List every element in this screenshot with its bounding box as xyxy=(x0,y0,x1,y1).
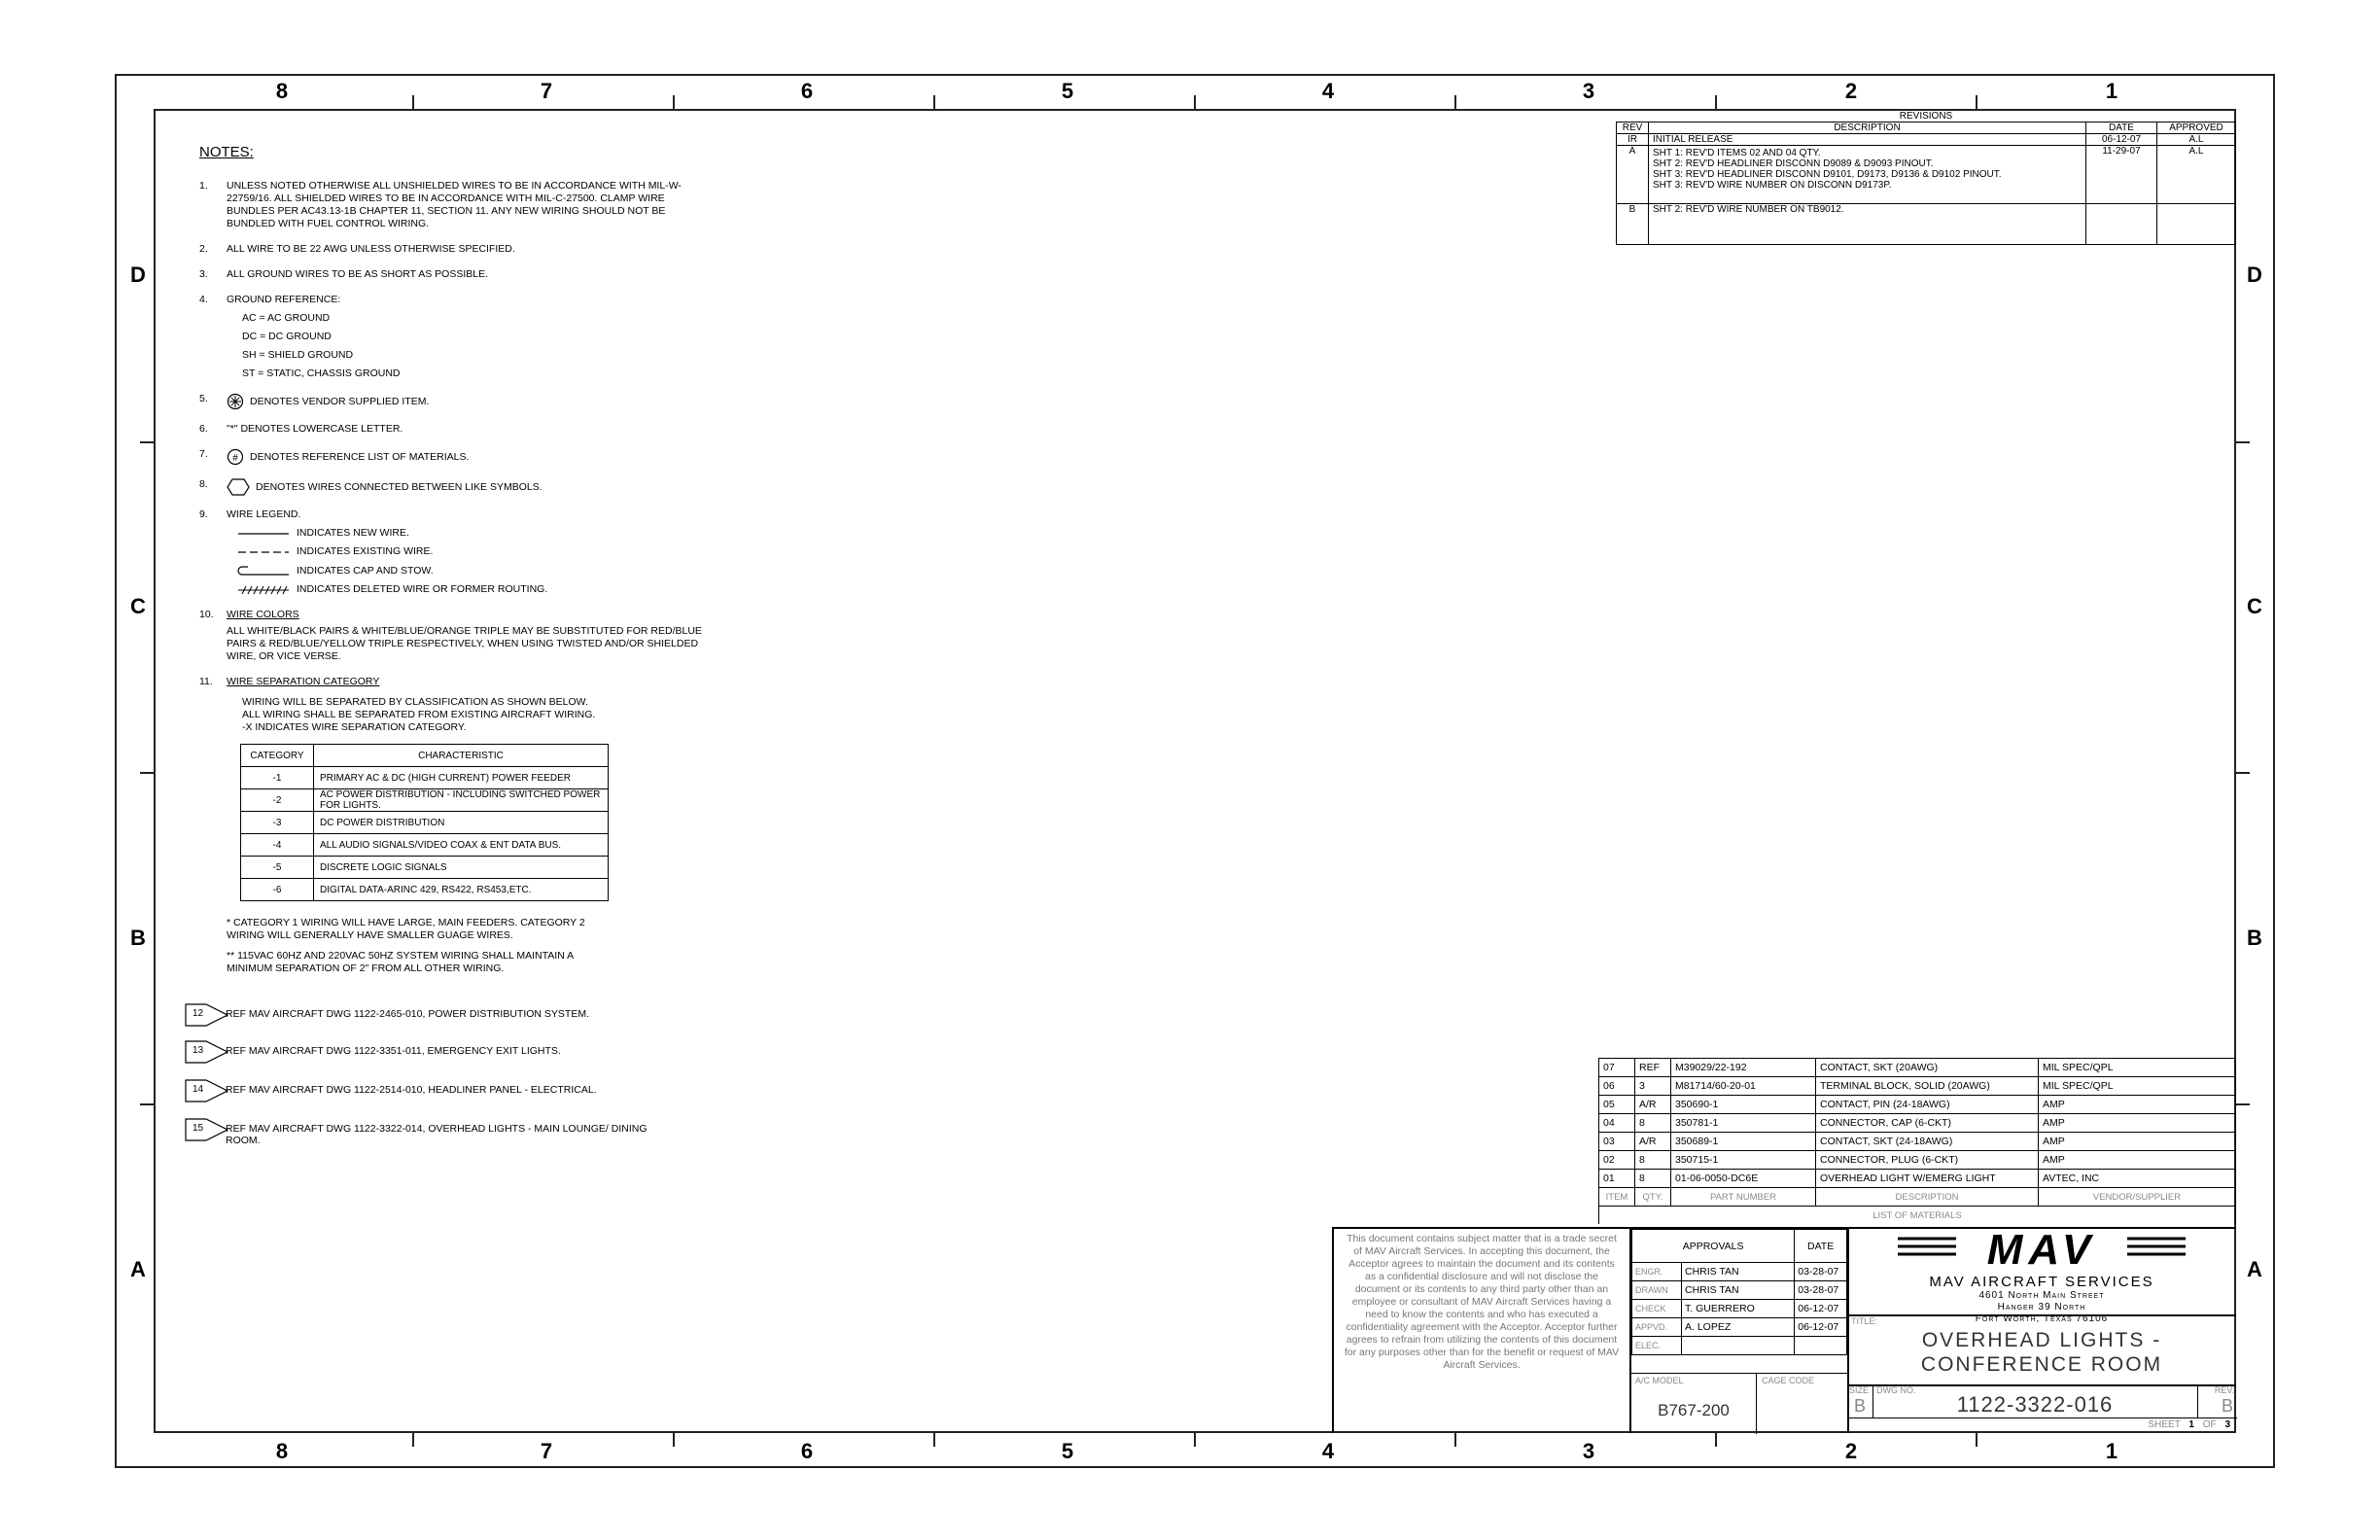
note-number: 3. xyxy=(199,268,208,280)
zone-tick xyxy=(2236,441,2250,443)
ground-ref: SH = SHIELD GROUND xyxy=(242,349,354,361)
table-cell: 01 xyxy=(1599,1170,1635,1188)
table-cell: A xyxy=(1617,146,1649,204)
table-cell: IR xyxy=(1617,134,1649,146)
flag-note-icon xyxy=(185,1079,233,1102)
table-cell: CONTACT, SKT (24-18AWG) xyxy=(1816,1133,2039,1151)
approval-name: CHRIS TAN xyxy=(1682,1281,1795,1300)
table-cell: CONNECTOR, PLUG (6-CKT) xyxy=(1816,1151,2039,1170)
approval-name: CHRIS TAN xyxy=(1682,1263,1795,1281)
approval-name: A. LOPEZ xyxy=(1682,1318,1795,1337)
table-header: CATEGORY xyxy=(241,745,314,767)
table-header: QTY. xyxy=(1635,1188,1671,1207)
table-cell: CONTACT, PIN (24-18AWG) xyxy=(1816,1096,2039,1114)
table-cell: 350781-1 xyxy=(1671,1114,1816,1133)
flag-number: 15 xyxy=(192,1123,204,1134)
table-row xyxy=(1617,134,2236,146)
table-row xyxy=(1599,1059,2236,1077)
legend-text: INDICATES CAP AND STOW. xyxy=(297,564,434,577)
table-cell: DIGITAL DATA-ARINC 429, RS422, RS453,ETC. xyxy=(314,879,609,901)
table-row xyxy=(241,767,609,789)
zone-row-label: A xyxy=(130,1257,146,1281)
flag-number: 12 xyxy=(192,1008,204,1019)
table-cell: 07 xyxy=(1599,1059,1635,1077)
table-header: PART NUMBER xyxy=(1671,1188,1816,1207)
note-number: 6. xyxy=(199,423,208,435)
table-cell: 01-06-0050-DC6E xyxy=(1671,1170,1816,1188)
company-name: MAV AIRCRAFT SERVICES xyxy=(1929,1274,2154,1290)
zone-tick xyxy=(673,1433,675,1447)
table-header-row xyxy=(1599,1188,2236,1207)
ground-ref: DC = DC GROUND xyxy=(242,331,332,342)
reference-note xyxy=(185,1003,589,1027)
table-row xyxy=(1599,1077,2236,1096)
separation-text: WIRING WILL BE SEPARATED BY CLASSIFICATION AS SHOWN BELOW. xyxy=(242,696,588,708)
table-cell: 03 xyxy=(1599,1133,1635,1151)
note-text: ALL WIRE TO BE 22 AWG UNLESS OTHERWISE SPECIFIED. xyxy=(227,243,515,255)
table-cell: MIL SPEC/QPL xyxy=(2039,1077,2236,1096)
zone-tick xyxy=(2236,772,2250,774)
note-text: ALL GROUND WIRES TO BE AS SHORT AS POSSIBLE. xyxy=(227,268,489,280)
reference-text: REF MAV AIRCRAFT DWG 1122-3351-011, EMERGENCY EXIT LIGHTS. xyxy=(226,1045,561,1057)
zone-tick xyxy=(1976,95,1978,109)
drawing-title-block xyxy=(1847,1314,2236,1386)
drawing-number: 1122-3322-016 xyxy=(1956,1392,2114,1417)
zone-column-label: 8 xyxy=(275,1439,289,1463)
zone-column-label: 6 xyxy=(800,79,814,103)
table-cell: SHT 2: REV'D WIRE NUMBER ON TB9012. xyxy=(1649,204,2086,245)
table-cell: AMP xyxy=(2039,1151,2236,1170)
sheet-label: SHEET xyxy=(2148,1419,2181,1430)
table-row xyxy=(1599,1151,2236,1170)
table-cell: -3 xyxy=(241,812,314,834)
reference-note xyxy=(185,1079,597,1102)
table-cell: DC POWER DISTRIBUTION xyxy=(314,812,609,834)
zone-column-label: 1 xyxy=(2105,1439,2118,1463)
flag-number: 14 xyxy=(192,1084,204,1095)
svg-text:#: # xyxy=(232,453,238,464)
table-cell: PRIMARY AC & DC (HIGH CURRENT) POWER FEEDER xyxy=(314,767,609,789)
table-cell: 05 xyxy=(1599,1096,1635,1114)
table-cell: A.L xyxy=(2157,134,2236,146)
note-text: UNLESS NOTED OTHERWISE ALL UNSHIELDED WIRES TO BE IN ACCORDANCE WITH MIL-W-22759/16. ALL SHIELDED WIRES TO BE IN ACCORDANCE WITH MIL-C-27500. CLAMP WIRE BUNDLES PER AC43.13-1B CHAPTER 11, SECTION 11. ANY NEW WIRING SHOULD NOT BE BUNDLED WITH FUEL CONTROL WIRING. xyxy=(227,180,682,229)
table-cell: CONNECTOR, CAP (6-CKT) xyxy=(1816,1114,2039,1133)
table-cell: MIL SPEC/QPL xyxy=(2039,1059,2236,1077)
zone-row-label: B xyxy=(2247,926,2262,950)
drawing-title: CONFERENCE ROOM xyxy=(1920,1353,2163,1376)
note-number: 4. xyxy=(199,294,208,305)
table-cell: 8 xyxy=(1635,1114,1671,1133)
note-item xyxy=(199,423,705,436)
zone-tick xyxy=(1715,95,1717,109)
note-item xyxy=(199,268,705,281)
ground-ref: ST = STATIC, CHASSIS GROUND xyxy=(242,368,401,379)
approval-row xyxy=(1632,1263,1847,1281)
zone-column-label: 5 xyxy=(1061,1439,1074,1463)
approval-role: DRAWN xyxy=(1632,1281,1682,1300)
date-label: DATE xyxy=(1795,1230,1847,1263)
zone-tick xyxy=(1976,1433,1978,1447)
separation-text: -X INDICATES WIRE SEPARATION CATEGORY. xyxy=(242,721,467,733)
table-cell: ALL AUDIO SIGNALS/VIDEO COAX & ENT DATA BUS. xyxy=(314,834,609,857)
approval-row xyxy=(1632,1337,1847,1355)
company-logo: MAV xyxy=(1986,1226,2097,1274)
zone-tick xyxy=(1715,1433,1717,1447)
note-number: 8. xyxy=(199,478,208,490)
legend-text: INDICATES NEW WIRE. xyxy=(297,527,409,539)
flag-note-icon xyxy=(185,1003,233,1027)
zone-column-label: 4 xyxy=(1321,79,1335,103)
ac-model-value: B767-200 xyxy=(1658,1401,1730,1419)
table-cell: M81714/60-20-01 xyxy=(1671,1077,1816,1096)
proprietary-notice: This document contains subject matter that is a trade secret of MAV Aircraft Services. In accepting this document, the Acceptor agrees to maintain the document and its contents as a confidential disclosure and will not disclose the document or its contents to any third party other than an employee or consultant of MAV Aircraft Services having a need to know the contents and who has executed a confidentiality agreement with the Acceptor. Acceptor further agrees to refrain from utilizing the contents of this document for any purposes other than for the benefit or request of MAV Aircraft Services. xyxy=(1334,1229,1631,1433)
table-row xyxy=(1599,1133,2236,1151)
zone-column-label: 1 xyxy=(2105,79,2118,103)
note-number: 10. xyxy=(199,609,214,620)
footnote: ** 115VAC 60HZ AND 220VAC 50HZ SYSTEM WIRING SHALL MAINTAIN A MINIMUM SEPARATION OF 2" FROM ALL OTHER WIRING. xyxy=(227,950,574,974)
table-cell: -4 xyxy=(241,834,314,857)
table-cell: REF xyxy=(1635,1059,1671,1077)
table-cell: DISCRETE LOGIC SIGNALS xyxy=(314,857,609,879)
wire-colors-text: ALL WHITE/BLACK PAIRS & WHITE/BLUE/ORANGE TRIPLE MAY BE SUBSTITUTED FOR RED/BLUE PAIRS & RED/BLUE/YELLOW TRIPLE RESPECTIVELY, WHEN USING TWISTED AND/OR SHIELDED WIRE, OR VICE VERSE. xyxy=(227,625,702,662)
table-header: DESCRIPTION xyxy=(1816,1188,2039,1207)
note-text: DENOTES WIRES CONNECTED BETWEEN LIKE SYMBOLS. xyxy=(256,480,542,493)
sheet-number: 1 xyxy=(2188,1419,2194,1430)
table-cell: A.L xyxy=(2157,146,2236,204)
table-cell: 04 xyxy=(1599,1114,1635,1133)
table-header: CHARACTERISTIC xyxy=(314,745,609,767)
note-heading: WIRE SEPARATION CATEGORY xyxy=(227,676,380,687)
size-value: B xyxy=(1853,1396,1866,1416)
cage-code-label: CAGE CODE xyxy=(1762,1376,1815,1385)
approval-role: ENGR. xyxy=(1632,1263,1682,1281)
new-wire-symbol xyxy=(236,529,291,539)
table-row xyxy=(1617,146,2236,204)
table-cell: 350715-1 xyxy=(1671,1151,1816,1170)
zone-tick xyxy=(1454,1433,1456,1447)
approval-date: 06-12-07 xyxy=(1795,1300,1847,1318)
table-cell: 350690-1 xyxy=(1671,1096,1816,1114)
zone-column-label: 3 xyxy=(1582,1439,1595,1463)
table-cell: -6 xyxy=(241,879,314,901)
note-text: "*" DENOTES LOWERCASE LETTER. xyxy=(227,423,403,435)
note-item xyxy=(199,393,705,410)
zone-row-label: C xyxy=(2247,594,2262,618)
company-address: Fort Worth, Texas 76106 xyxy=(1975,1313,2109,1324)
note-item xyxy=(199,478,705,496)
legend-text: INDICATES DELETED WIRE OR FORMER ROUTING. xyxy=(297,583,548,595)
legend-row xyxy=(236,583,705,596)
zone-row-label: D xyxy=(2247,262,2262,287)
note-item xyxy=(199,243,705,256)
zone-tick xyxy=(140,441,154,443)
zone-column-label: 3 xyxy=(1582,79,1595,103)
zone-row-label: C xyxy=(130,594,146,618)
table-cell: A/R xyxy=(1635,1133,1671,1151)
table-header: APPROVED xyxy=(2157,122,2236,134)
list-of-materials-table xyxy=(1598,1058,2236,1224)
table-cell: 06 xyxy=(1599,1077,1635,1096)
approval-role: APPVD. xyxy=(1632,1318,1682,1337)
table-header: REV xyxy=(1617,122,1649,134)
sheet-total: 3 xyxy=(2224,1419,2230,1430)
revisions-table xyxy=(1616,111,2236,245)
table-row xyxy=(1599,1096,2236,1114)
note-heading: WIRE COLORS xyxy=(227,609,299,620)
approval-row xyxy=(1632,1300,1847,1318)
reference-note xyxy=(185,1040,561,1064)
table-cell: 3 xyxy=(1635,1077,1671,1096)
table-cell: 8 xyxy=(1635,1151,1671,1170)
approval-row xyxy=(1632,1318,1847,1337)
zone-row-label: D xyxy=(130,262,146,287)
separation-text: ALL WIRING SHALL BE SEPARATED FROM EXISTING AIRCRAFT WIRING. xyxy=(242,709,596,720)
hexagon-connector-icon xyxy=(227,478,250,496)
approval-date: 06-12-07 xyxy=(1795,1318,1847,1337)
legend-text: INDICATES EXISTING WIRE. xyxy=(297,545,434,557)
table-cell: OVERHEAD LIGHT W/EMERG LIGHT xyxy=(1816,1170,2039,1188)
table-cell: AMP xyxy=(2039,1114,2236,1133)
table-row xyxy=(241,857,609,879)
cap-stow-symbol xyxy=(236,564,291,578)
drawing-number-block xyxy=(1847,1384,2236,1433)
footnote: * CATEGORY 1 WIRING WILL HAVE LARGE, MAIN FEEDERS. CATEGORY 2 WIRING WILL GENERALLY HAVE SMALLER GUAGE WIRES. xyxy=(227,917,585,941)
flag-note-icon xyxy=(185,1040,233,1064)
table-row xyxy=(241,789,609,812)
ground-ref: AC = AC GROUND xyxy=(242,312,331,324)
legend-row xyxy=(236,564,705,578)
revisions-title: REVISIONS xyxy=(1617,111,2236,122)
approval-role: CHECK xyxy=(1632,1300,1682,1318)
zone-column-label: 7 xyxy=(540,79,553,103)
note-item xyxy=(199,676,705,975)
table-header: DATE xyxy=(2086,122,2157,134)
approvals-label: APPROVALS xyxy=(1632,1230,1795,1263)
flag-note-icon xyxy=(185,1118,233,1141)
zone-tick xyxy=(412,1433,414,1447)
table-cell xyxy=(2086,204,2157,245)
table-header: ITEM xyxy=(1599,1188,1635,1207)
table-cell: B xyxy=(1617,204,1649,245)
zone-column-label: 6 xyxy=(800,1439,814,1463)
reference-text: REF MAV AIRCRAFT DWG 1122-2465-010, POWER DISTRIBUTION SYSTEM. xyxy=(226,1008,589,1020)
flag-number: 13 xyxy=(192,1045,204,1056)
note-text: DENOTES REFERENCE LIST OF MATERIALS. xyxy=(250,450,470,463)
table-row xyxy=(1617,204,2236,245)
title-label: TITLE: xyxy=(1851,1316,1878,1326)
note-number: 2. xyxy=(199,243,208,255)
vendor-supplied-icon xyxy=(227,393,244,410)
ac-model-label: A/C MODEL xyxy=(1635,1376,1684,1385)
table-header: VENDOR/SUPPLIER xyxy=(2039,1188,2236,1207)
zone-tick xyxy=(2236,1103,2250,1105)
note-number: 1. xyxy=(199,180,208,192)
zone-column-label: 4 xyxy=(1321,1439,1335,1463)
reference-text: REF MAV AIRCRAFT DWG 1122-2514-010, HEADLINER PANEL - ELECTRICAL. xyxy=(226,1084,597,1096)
table-cell: 11-29-07 xyxy=(2086,146,2157,204)
zone-tick xyxy=(933,95,935,109)
table-cell: 06-12-07 xyxy=(2086,134,2157,146)
approval-name: T. GUERRERO xyxy=(1682,1300,1795,1318)
zone-row-label: A xyxy=(2247,1257,2262,1281)
table-cell: AC POWER DISTRIBUTION - INCLUDING SWITCHED POWER FOR LIGHTS. xyxy=(314,789,609,812)
drawing-title: OVERHEAD LIGHTS - xyxy=(1921,1329,2162,1351)
notes-section xyxy=(199,146,705,988)
zone-row-label: B xyxy=(130,926,146,950)
approvals-block xyxy=(1631,1229,1849,1433)
rev-label: REV. xyxy=(2214,1385,2234,1395)
table-header: DESCRIPTION xyxy=(1649,122,2086,134)
zone-tick xyxy=(1194,1433,1196,1447)
legend-row xyxy=(236,545,705,558)
table-row xyxy=(241,834,609,857)
materials-caption: LIST OF MATERIALS xyxy=(1599,1207,2236,1225)
note-item xyxy=(199,609,705,663)
table-row xyxy=(1599,1170,2236,1188)
table-cell: AMP xyxy=(2039,1096,2236,1114)
table-row xyxy=(1599,1114,2236,1133)
zone-tick xyxy=(1454,95,1456,109)
table-caption-row xyxy=(1599,1207,2236,1225)
zone-tick xyxy=(140,1103,154,1105)
zone-column-label: 2 xyxy=(1844,1439,1858,1463)
note-item xyxy=(199,294,705,380)
table-cell: TERMINAL BLOCK, SOLID (20AWG) xyxy=(1816,1077,2039,1096)
size-label: SIZE xyxy=(1849,1385,1870,1395)
approval-name xyxy=(1682,1337,1795,1355)
reference-note xyxy=(185,1118,653,1146)
notes-heading: NOTES: xyxy=(199,144,254,160)
table-cell: -2 xyxy=(241,789,314,812)
legend-row xyxy=(236,527,705,540)
zone-column-label: 7 xyxy=(540,1439,553,1463)
table-cell xyxy=(2157,204,2236,245)
separation-category-table xyxy=(240,744,609,901)
company-address: 4601 North Main Street xyxy=(1978,1290,2105,1301)
deleted-wire-symbol xyxy=(236,585,291,595)
table-row xyxy=(241,879,609,901)
note-item xyxy=(199,448,705,466)
approval-role: ELEC. xyxy=(1632,1337,1682,1355)
table-cell: SHT 1: REV'D ITEMS 02 AND 04 QTY. SHT 2: REV'D HEADLINER DISCONN D9089 & D9093 PINOUT. SHT 3: REV'D HEADLINER DISCONN D9101, D9173, D9136 & D9102 PINOUT. SHT 3: REV'D WIRE NUMBER ON DISCONN D9173P. xyxy=(1649,146,2086,204)
zone-tick xyxy=(1194,95,1196,109)
zone-tick xyxy=(140,772,154,774)
table-cell: -1 xyxy=(241,767,314,789)
note-number: 11. xyxy=(199,676,213,687)
note-text: GROUND REFERENCE: xyxy=(227,294,341,305)
note-number: 9. xyxy=(199,508,208,520)
approval-date: 03-28-07 xyxy=(1795,1263,1847,1281)
table-cell: 02 xyxy=(1599,1151,1635,1170)
table-cell: 8 xyxy=(1635,1170,1671,1188)
approval-date: 03-28-07 xyxy=(1795,1281,1847,1300)
zone-column-label: 5 xyxy=(1061,79,1074,103)
zone-column-label: 8 xyxy=(275,79,289,103)
zone-tick xyxy=(933,1433,935,1447)
table-cell: -5 xyxy=(241,857,314,879)
table-cell: 350689-1 xyxy=(1671,1133,1816,1151)
of-label: OF xyxy=(2202,1419,2217,1430)
note-item xyxy=(199,180,705,230)
table-cell: INITIAL RELEASE xyxy=(1649,134,2086,146)
note-text: DENOTES VENDOR SUPPLIED ITEM. xyxy=(250,395,430,407)
note-number: 5. xyxy=(199,393,208,404)
approval-date xyxy=(1795,1337,1847,1355)
note-number: 7. xyxy=(199,448,208,460)
company-address: Hanger 39 North xyxy=(1997,1302,2086,1312)
table-cell: CONTACT, SKT (20AWG) xyxy=(1816,1059,2039,1077)
rev-value: B xyxy=(2221,1396,2233,1416)
note-item xyxy=(199,508,705,596)
table-cell: M39029/22-192 xyxy=(1671,1059,1816,1077)
zone-tick xyxy=(412,95,414,109)
reference-text: REF MAV AIRCRAFT DWG 1122-3322-014, OVERHEAD LIGHTS - MAIN LOUNGE/ DINING ROOM. xyxy=(226,1123,648,1146)
existing-wire-symbol xyxy=(236,547,291,557)
table-row xyxy=(241,812,609,834)
table-cell: A/R xyxy=(1635,1096,1671,1114)
table-cell: AVTEC, INC xyxy=(2039,1170,2236,1188)
reference-list-icon xyxy=(227,448,244,466)
note-text: WIRE LEGEND. xyxy=(227,508,301,520)
sheet-indicator xyxy=(2148,1419,2230,1430)
zone-tick xyxy=(673,95,675,109)
zone-column-label: 2 xyxy=(1844,79,1858,103)
dwg-no-label: DWG NO. xyxy=(1876,1385,1916,1395)
title-block xyxy=(1332,1227,2236,1433)
table-cell: AMP xyxy=(2039,1133,2236,1151)
approval-row xyxy=(1632,1281,1847,1300)
